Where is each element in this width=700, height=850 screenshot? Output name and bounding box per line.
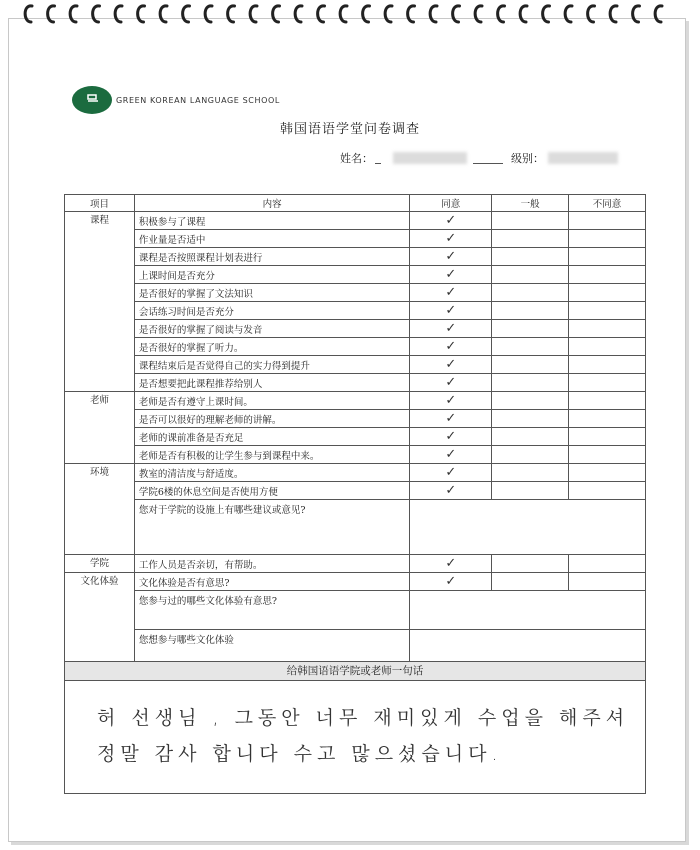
school-logo — [72, 86, 280, 114]
normal-cell — [492, 248, 569, 266]
spiral-ring — [453, 6, 460, 22]
question-text: 文化体验是否有意思? — [134, 573, 409, 591]
agree-check-icon: ✓ — [410, 573, 492, 591]
normal-cell — [492, 392, 569, 410]
table-row — [65, 374, 646, 392]
question-text: 是否可以很好的理解老师的讲解。 — [134, 410, 409, 428]
table-row — [65, 555, 646, 573]
header-normal: 一般 — [492, 195, 569, 212]
category-teacher: 老师 — [65, 392, 135, 464]
table-row — [65, 482, 646, 500]
normal-cell — [492, 428, 569, 446]
spiral-ring — [138, 6, 145, 22]
normal-cell — [492, 374, 569, 392]
table-row — [65, 446, 646, 464]
disagree-cell — [569, 320, 646, 338]
comment-box — [64, 681, 646, 794]
question-text: 是否想要把此课程推荐给别人 — [134, 374, 409, 392]
spiral-ring — [48, 6, 55, 22]
category-culture: 文化体验 — [65, 573, 135, 665]
normal-cell — [492, 230, 569, 248]
disagree-cell — [569, 356, 646, 374]
question-text: 工作人员是否亲切，有帮助。 — [134, 555, 409, 573]
table-row — [65, 356, 646, 374]
question-text: 积极参与了课程 — [134, 212, 409, 230]
table-row — [65, 320, 646, 338]
comment-line-1: 허 선생님 , 그동안 너무 재미있게 수업을 해주셔 — [97, 707, 630, 729]
spiral-ring — [273, 6, 280, 22]
school-name: GREEN KOREAN LANGUAGE SCHOOL — [116, 95, 280, 105]
table-row — [65, 630, 646, 665]
table-row — [65, 248, 646, 266]
question-text: 教室的清洁度与舒适度。 — [134, 464, 409, 482]
environment-answer — [410, 500, 646, 555]
culture-answer-2 — [410, 630, 646, 665]
table-row — [65, 212, 646, 230]
spiral-ring — [340, 6, 347, 22]
agree-check-icon: ✓ — [410, 284, 492, 302]
name-redacted — [393, 152, 467, 164]
table-row — [65, 392, 646, 410]
spiral-ring — [363, 6, 370, 22]
agree-check-icon: ✓ — [410, 410, 492, 428]
spiral-ring — [160, 6, 167, 22]
table-row — [65, 338, 646, 356]
normal-cell — [492, 356, 569, 374]
spiral-ring — [655, 6, 662, 22]
disagree-cell — [569, 374, 646, 392]
question-text: 会话练习时间是否充分 — [134, 302, 409, 320]
agree-check-icon: ✓ — [410, 374, 492, 392]
question-text: 老师是否有遵守上课时间。 — [134, 392, 409, 410]
disagree-cell — [569, 266, 646, 284]
category-course: 课程 — [65, 212, 135, 392]
spiral-ring — [565, 6, 572, 22]
agree-check-icon: ✓ — [410, 482, 492, 500]
spiral-ring — [408, 6, 415, 22]
spiral-ring — [250, 6, 257, 22]
normal-cell — [492, 284, 569, 302]
agree-check-icon: ✓ — [410, 356, 492, 374]
normal-cell — [492, 266, 569, 284]
table-row — [65, 284, 646, 302]
normal-cell — [492, 464, 569, 482]
disagree-cell — [569, 338, 646, 356]
table-body — [65, 212, 646, 665]
agree-check-icon: ✓ — [410, 446, 492, 464]
disagree-cell — [569, 302, 646, 320]
disagree-cell — [569, 284, 646, 302]
spiral-ring — [318, 6, 325, 22]
agree-check-icon: ✓ — [410, 555, 492, 573]
spiral-ring — [498, 6, 505, 22]
student-info — [340, 150, 622, 166]
spiral-binding — [0, 0, 700, 32]
spiral-ring — [70, 6, 77, 22]
question-text: 是否很好的掌握了听力。 — [134, 338, 409, 356]
disagree-cell — [569, 464, 646, 482]
spiral-ring — [228, 6, 235, 22]
header-agree: 同意 — [410, 195, 492, 212]
spiral-ring — [183, 6, 190, 22]
agree-check-icon: ✓ — [410, 464, 492, 482]
disagree-cell — [569, 446, 646, 464]
culture-answer-1 — [410, 591, 646, 630]
normal-cell — [492, 446, 569, 464]
agree-check-icon: ✓ — [410, 338, 492, 356]
normal-cell — [492, 482, 569, 500]
disagree-cell — [569, 428, 646, 446]
table-row — [65, 591, 646, 630]
agree-check-icon: ✓ — [410, 266, 492, 284]
logo-mark-icon — [72, 86, 112, 114]
header-item: 项目 — [65, 195, 135, 212]
comment-header: 给韩国语语学院或老师一句话 — [64, 661, 646, 681]
culture-open-question-1: 您参与过的哪些文化体验有意思? — [134, 591, 409, 630]
level-label: 级别： — [511, 152, 544, 165]
question-text: 课程是否按照课程计划表进行 — [134, 248, 409, 266]
disagree-cell — [569, 573, 646, 591]
question-text: 老师是否有积极的让学生参与到课程中来。 — [134, 446, 409, 464]
table-row — [65, 410, 646, 428]
normal-cell — [492, 320, 569, 338]
environment-open-question: 您对于学院的设施上有哪些建议或意见? — [134, 500, 409, 555]
category-academy: 学院 — [65, 555, 135, 573]
normal-cell — [492, 212, 569, 230]
normal-cell — [492, 302, 569, 320]
agree-check-icon: ✓ — [410, 428, 492, 446]
question-text: 上课时间是否充分 — [134, 266, 409, 284]
spiral-ring — [25, 6, 32, 22]
disagree-cell — [569, 212, 646, 230]
disagree-cell — [569, 248, 646, 266]
normal-cell — [492, 573, 569, 591]
disagree-cell — [569, 482, 646, 500]
disagree-cell — [569, 230, 646, 248]
question-text: 老师的课前准备是否充足 — [134, 428, 409, 446]
disagree-cell — [569, 555, 646, 573]
normal-cell — [492, 410, 569, 428]
spiral-ring — [385, 6, 392, 22]
table-header-row — [65, 195, 646, 212]
table-row — [65, 464, 646, 482]
spiral-ring — [610, 6, 617, 22]
name-line — [473, 153, 503, 164]
spiral-ring — [543, 6, 550, 22]
agree-check-icon: ✓ — [410, 320, 492, 338]
culture-open-question-2: 您想参与哪些文化体验 — [134, 630, 409, 665]
table-row — [65, 230, 646, 248]
survey-table — [64, 194, 646, 665]
disagree-cell — [569, 392, 646, 410]
spiral-ring — [430, 6, 437, 22]
agree-check-icon: ✓ — [410, 392, 492, 410]
comment-line-2: 정말 감사 합니다 수고 많으셨습니다. — [97, 743, 503, 765]
survey-title: 韩国语语学堂问卷调查 — [279, 122, 420, 137]
agree-check-icon: ✓ — [410, 302, 492, 320]
question-text: 是否很好的掌握了阅读与发音 — [134, 320, 409, 338]
question-text: 作业量是否适中 — [134, 230, 409, 248]
question-text: 课程结束后是否觉得自己的实力得到提升 — [134, 356, 409, 374]
spiral-ring — [115, 6, 122, 22]
spiral-ring — [205, 6, 212, 22]
category-environment: 环境 — [65, 464, 135, 555]
question-text: 是否很好的掌握了文法知识 — [134, 284, 409, 302]
table-row — [65, 302, 646, 320]
spiral-ring — [588, 6, 595, 22]
name-label: 姓名： — [340, 152, 373, 165]
normal-cell — [492, 338, 569, 356]
table-row — [65, 266, 646, 284]
spiral-ring — [520, 6, 527, 22]
table-row — [65, 500, 646, 555]
header-content: 内容 — [134, 195, 409, 212]
table-row — [65, 428, 646, 446]
spiral-ring — [93, 6, 100, 22]
agree-check-icon: ✓ — [410, 212, 492, 230]
spiral-ring — [295, 6, 302, 22]
table-row — [65, 573, 646, 591]
agree-check-icon: ✓ — [410, 248, 492, 266]
header-disagree: 不同意 — [569, 195, 646, 212]
disagree-cell — [569, 410, 646, 428]
spiral-ring — [633, 6, 640, 22]
level-redacted — [548, 152, 618, 164]
normal-cell — [492, 555, 569, 573]
spiral-ring — [475, 6, 482, 22]
question-text: 学院6楼的休息空间是否使用方便 — [134, 482, 409, 500]
agree-check-icon: ✓ — [410, 230, 492, 248]
